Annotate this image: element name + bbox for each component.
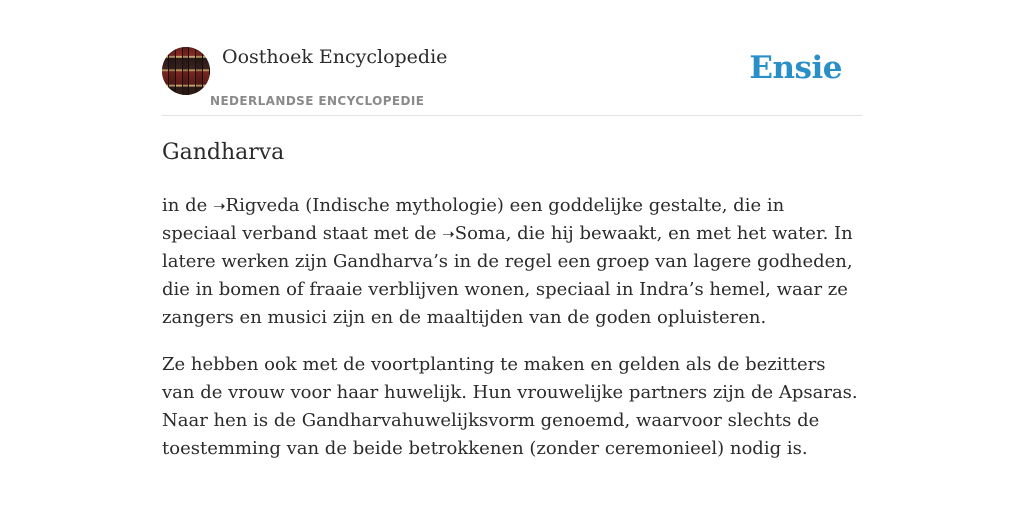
article-title: Gandharva xyxy=(162,140,285,165)
rigveda-link[interactable] xyxy=(213,195,300,216)
book-spine xyxy=(196,47,203,95)
book-spine xyxy=(176,47,183,95)
site-subtitle: NEDERLANDSE ENCYCLOPEDIE xyxy=(210,94,425,108)
soma-link[interactable] xyxy=(442,223,506,244)
page xyxy=(162,0,862,459)
site-header xyxy=(162,0,862,116)
article-paragraph-2: Ze hebben ook met de voortplanting te maken en gelden als de bezitters van de vrouw voor haar huwelijk. Hun vrouwelijke partners zijn de Apsaras. Naar hen is de Gandharvahuwelijksvorm genoemd, waarvoor slechts de toestemming van de beide betrokkenen (zonder ceremonieel) nodig is. xyxy=(162,354,858,459)
book-spine xyxy=(162,47,169,95)
paragraph-text: in de xyxy=(162,195,213,216)
ensie-logo-link[interactable]: Ensie xyxy=(749,50,842,86)
book-spine xyxy=(169,47,176,95)
book-spine xyxy=(203,47,210,95)
book-spine xyxy=(183,47,190,95)
arrow-right-icon: ➝ xyxy=(212,197,226,215)
rigveda-link-label: Rigveda xyxy=(225,195,300,216)
article-paragraph-1 xyxy=(162,192,862,332)
paragraph-text: , die hij bewaakt, en met het water. In latere werken zijn Gandharva’s in de regel een groep van lagere godheden, die in bomen of fraaie verblijven wonen, speciaal in Indra’s hemel, waar ze zangers en musici zijn en de maaltijden van de goden opluisteren. xyxy=(162,223,853,328)
site-name-link[interactable]: Oosthoek Encyclopedie xyxy=(222,46,448,68)
soma-link-label: Soma xyxy=(454,223,506,244)
paragraph-text: (Indische mythologie) een goddelijke gestalte, die in speciaal verband staat met de xyxy=(162,195,785,244)
arrow-right-icon: ➝ xyxy=(442,225,455,243)
article-body xyxy=(162,192,862,482)
encyclopedia-books-avatar[interactable] xyxy=(162,47,210,95)
book-spine xyxy=(189,47,196,95)
